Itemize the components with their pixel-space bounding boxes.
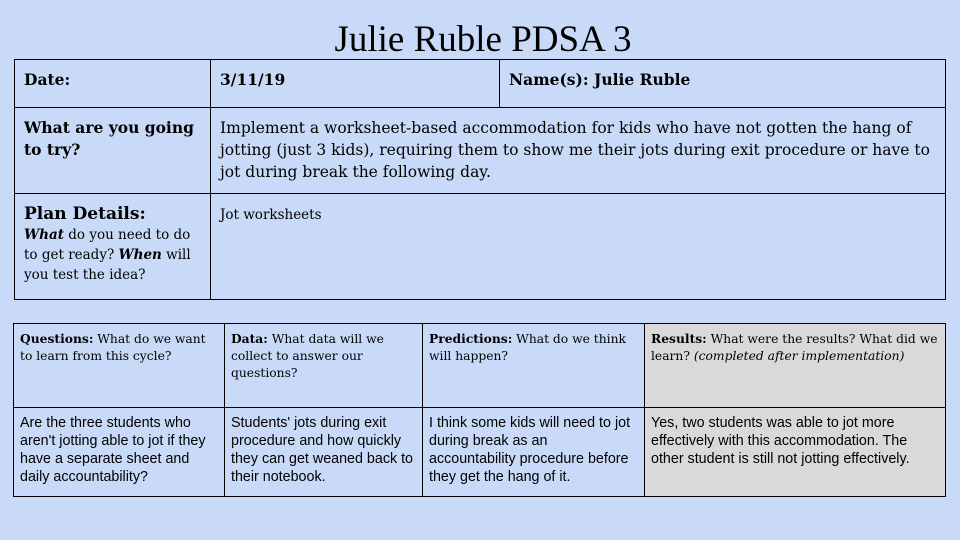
names-cell[interactable]	[500, 60, 946, 108]
names-label: Name(s): Julie Ruble	[509, 70, 691, 89]
plan-sub-mid: do you need to do to get ready?	[24, 227, 191, 263]
plan-label: Plan Details:	[24, 204, 146, 224]
plan-value-cell[interactable]	[211, 194, 946, 300]
plan-table	[14, 59, 946, 300]
results-label: Results:	[651, 331, 707, 346]
data-label: Data:	[231, 331, 268, 346]
date-value: 3/11/19	[220, 70, 286, 89]
results-value: Yes, two students was able to jot more effectively with this accommodation. The other student is still not jotting effectively.	[651, 415, 910, 467]
questions-label: Questions:	[20, 331, 94, 346]
data-value: Students' jots during exit procedure and how quickly they can get weaned back to their notebook.	[231, 415, 414, 485]
plan-label-cell	[15, 194, 211, 300]
cycle-table	[13, 323, 946, 497]
predictions-label: Predictions:	[429, 331, 513, 346]
page-title: Julie Ruble PDSA 3	[334, 19, 632, 60]
plan-sublabel	[24, 225, 201, 285]
results-header	[645, 324, 946, 408]
data-prompt: What data will we collect to answer our questions?	[231, 332, 384, 380]
results-note: (completed after implementation)	[693, 349, 905, 363]
plan-sub-what: What	[24, 227, 64, 243]
predictions-prompt: What do we think will happen?	[429, 332, 626, 363]
plan-value: Jot worksheets	[220, 207, 322, 223]
try-label: What are you going to try?	[24, 118, 194, 159]
predictions-value: I think some kids will need to jot during break as an accountability procedure before they get the hang of it.	[429, 415, 631, 485]
predictions-header	[423, 324, 645, 408]
questions-value: Are the three students who aren't jotting able to jot if they have a separate sheet and daily accountability?	[20, 415, 206, 485]
predictions-cell[interactable]	[423, 408, 645, 497]
questions-header	[14, 324, 225, 408]
plan-sub-end: will you test the idea?	[24, 247, 191, 283]
data-cell[interactable]	[225, 408, 423, 497]
try-value-cell[interactable]	[211, 108, 946, 194]
date-label-cell	[15, 60, 211, 108]
date-label: Date:	[24, 70, 71, 89]
results-prompt: What were the results? What did we learn?	[651, 332, 938, 363]
date-value-cell[interactable]	[211, 60, 500, 108]
results-cell[interactable]	[645, 408, 946, 497]
questions-cell[interactable]	[14, 408, 225, 497]
try-label-cell	[15, 108, 211, 194]
try-value: Implement a worksheet-based accommodation for kids who have not gotten the hang of jotting (just 3 kids), requiring them to show me their jots during exit procedure or have to jot during break the following day.	[220, 119, 930, 181]
plan-sub-when: When	[118, 247, 162, 263]
data-header	[225, 324, 423, 408]
questions-prompt: What do we want to learn from this cycle?	[20, 332, 206, 363]
